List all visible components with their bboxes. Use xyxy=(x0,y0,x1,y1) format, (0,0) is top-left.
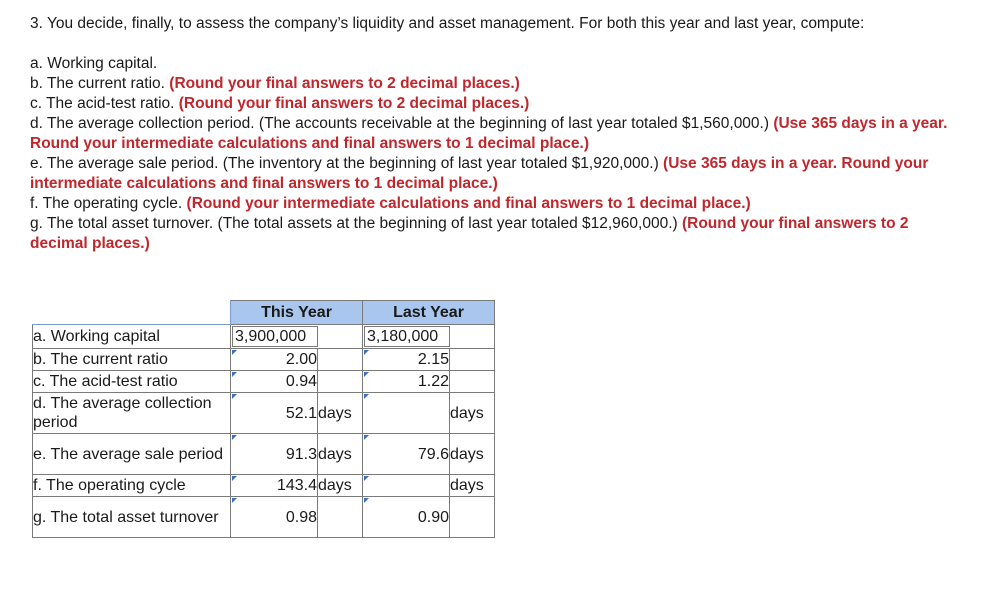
row-label: c. The acid-test ratio xyxy=(33,371,231,393)
item-f: f. The operating cycle. (Round your intermediate calculations and final answers to 1 decimal place.) xyxy=(30,195,751,212)
last-year-input[interactable] xyxy=(363,393,450,434)
this-year-input[interactable]: 52.1 xyxy=(231,393,318,434)
header-blank xyxy=(33,301,231,325)
this-year-unit: days xyxy=(318,393,363,434)
last-year-unit: days xyxy=(450,393,495,434)
this-year-input[interactable]: 0.98 xyxy=(231,497,318,538)
item-g: g. The total asset turnover. (The total assets at the beginning of last year totaled $12,960,000.) (Round your final answers to 2 decimal places.) xyxy=(30,215,909,252)
table-row xyxy=(33,371,495,393)
table-row xyxy=(33,325,495,349)
row-label: a. Working capital xyxy=(33,325,231,349)
table-header xyxy=(33,301,495,325)
table-row xyxy=(33,349,495,371)
item-b: b. The current ratio. (Round your final answers to 2 decimal places.) xyxy=(30,75,520,92)
this-year-input[interactable]: 91.3 xyxy=(231,434,318,475)
row-label: d. The average collection period xyxy=(33,393,231,434)
question-intro: 3. You decide, finally, to assess the company’s liquidity and asset management. For both this year and last year, compute: xyxy=(30,15,865,32)
item-a: a. Working capital. xyxy=(30,55,158,72)
last-year-unit: days xyxy=(450,475,495,497)
this-year-unit xyxy=(318,349,363,371)
this-year-input[interactable]: 3,900,000 xyxy=(231,325,363,349)
item-c: c. The acid-test ratio. (Round your final answers to 2 decimal places.) xyxy=(30,95,530,112)
last-year-unit xyxy=(450,349,495,371)
last-year-unit xyxy=(450,371,495,393)
row-label: b. The current ratio xyxy=(33,349,231,371)
table-row xyxy=(33,475,495,497)
item-d: d. The average collection period. (The accounts receivable at the beginning of last year totaled $1,560,000.) (Use 365 days in a year. Round your intermediate calculations and final answers to 1 decimal place.) xyxy=(30,115,948,152)
header-this-year: This Year xyxy=(231,301,363,325)
last-year-input[interactable]: 1.22 xyxy=(363,371,450,393)
row-label: e. The average sale period xyxy=(33,434,231,475)
question-text xyxy=(30,14,970,254)
this-year-input[interactable]: 143.4 xyxy=(231,475,318,497)
last-year-input[interactable]: 79.6 xyxy=(363,434,450,475)
this-year-input[interactable]: 2.00 xyxy=(231,349,318,371)
item-e: e. The average sale period. (The inventory at the beginning of last year totaled $1,920,000.) (Use 365 days in a year. Round your intermediate calculations and final answers to 1 decimal place.) xyxy=(30,155,929,192)
last-year-input[interactable]: 0.90 xyxy=(363,497,450,538)
table-row xyxy=(33,497,495,538)
this-year-unit xyxy=(318,371,363,393)
this-year-unit: days xyxy=(318,434,363,475)
row-label: f. The operating cycle xyxy=(33,475,231,497)
this-year-unit xyxy=(318,497,363,538)
table-row xyxy=(33,434,495,475)
this-year-input[interactable]: 0.94 xyxy=(231,371,318,393)
header-last-year: Last Year xyxy=(363,301,495,325)
row-label: g. The total asset turnover xyxy=(33,497,231,538)
answer-table xyxy=(32,300,495,538)
this-year-unit: days xyxy=(318,475,363,497)
last-year-input[interactable] xyxy=(363,475,450,497)
table-row xyxy=(33,393,495,434)
last-year-input[interactable]: 2.15 xyxy=(363,349,450,371)
last-year-input[interactable]: 3,180,000 xyxy=(363,325,495,349)
last-year-unit: days xyxy=(450,434,495,475)
last-year-unit xyxy=(450,497,495,538)
